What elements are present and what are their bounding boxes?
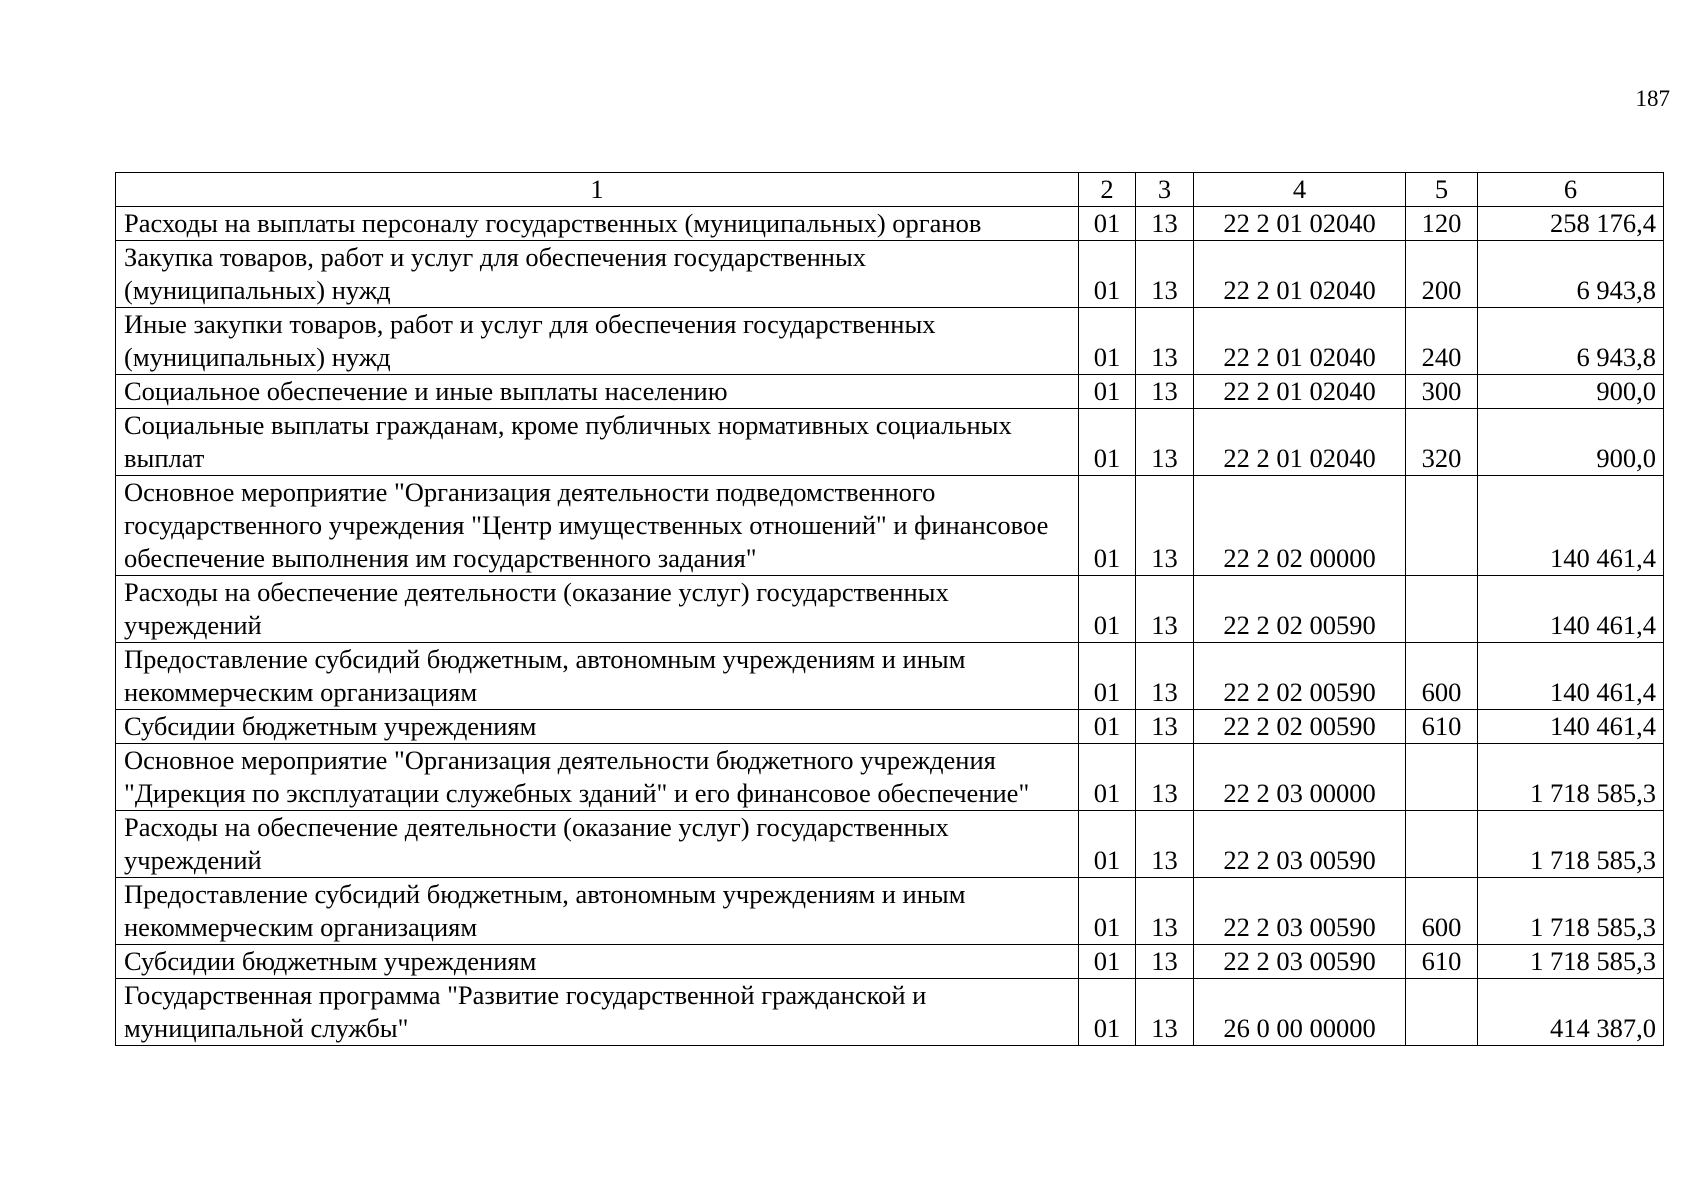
amount-cell: 140 461,4 bbox=[1478, 710, 1664, 744]
table-row bbox=[116, 409, 1664, 476]
expense-type-cell: 240 bbox=[1406, 308, 1478, 375]
table-row bbox=[116, 207, 1664, 241]
section-code-cell: 01 bbox=[1079, 576, 1136, 643]
expense-type-cell: 200 bbox=[1406, 241, 1478, 308]
section-code-cell: 01 bbox=[1079, 308, 1136, 375]
amount-cell: 1 718 585,3 bbox=[1478, 811, 1664, 878]
target-article-cell: 26 0 00 00000 bbox=[1194, 979, 1406, 1046]
table-row bbox=[116, 811, 1664, 878]
amount-cell: 1 718 585,3 bbox=[1478, 878, 1664, 945]
section-code-cell: 01 bbox=[1079, 409, 1136, 476]
amount-cell: 900,0 bbox=[1478, 409, 1664, 476]
table-row bbox=[116, 375, 1664, 409]
table-row bbox=[116, 945, 1664, 979]
expense-type-cell: 610 bbox=[1406, 710, 1478, 744]
target-article-cell: 22 2 01 02040 bbox=[1194, 241, 1406, 308]
target-article-cell: 22 2 02 00000 bbox=[1194, 476, 1406, 576]
expense-type-cell bbox=[1406, 576, 1478, 643]
table-row bbox=[116, 241, 1664, 308]
expense-name-cell: Иные закупки товаров, работ и услуг для обеспечения государственных (муниципальных) нужд bbox=[116, 308, 1079, 375]
table-row bbox=[116, 576, 1664, 643]
amount-cell: 258 176,4 bbox=[1478, 207, 1664, 241]
expense-name-cell: Субсидии бюджетным учреждениям bbox=[116, 945, 1079, 979]
subsection-code-cell: 13 bbox=[1136, 241, 1194, 308]
subsection-code-cell: 13 bbox=[1136, 945, 1194, 979]
expense-type-cell: 120 bbox=[1406, 207, 1478, 241]
section-code-cell: 01 bbox=[1079, 811, 1136, 878]
section-code-cell: 01 bbox=[1079, 207, 1136, 241]
section-code-cell: 01 bbox=[1079, 945, 1136, 979]
target-article-cell: 22 2 03 00000 bbox=[1194, 744, 1406, 811]
column-header-1: 1 bbox=[116, 173, 1079, 207]
target-article-cell: 22 2 03 00590 bbox=[1194, 945, 1406, 979]
table-row bbox=[116, 878, 1664, 945]
subsection-code-cell: 13 bbox=[1136, 207, 1194, 241]
amount-cell: 1 718 585,3 bbox=[1478, 744, 1664, 811]
section-code-cell: 01 bbox=[1079, 878, 1136, 945]
page-number: 187 bbox=[1635, 86, 1670, 111]
amount-cell: 140 461,4 bbox=[1478, 576, 1664, 643]
subsection-code-cell: 13 bbox=[1136, 979, 1194, 1046]
section-code-cell: 01 bbox=[1079, 744, 1136, 811]
target-article-cell: 22 2 01 02040 bbox=[1194, 308, 1406, 375]
subsection-code-cell: 13 bbox=[1136, 643, 1194, 710]
target-article-cell: 22 2 02 00590 bbox=[1194, 643, 1406, 710]
section-code-cell: 01 bbox=[1079, 241, 1136, 308]
expense-type-cell: 320 bbox=[1406, 409, 1478, 476]
target-article-cell: 22 2 02 00590 bbox=[1194, 576, 1406, 643]
expense-name-cell: Расходы на обеспечение деятельности (оказание услуг) государственных учреждений bbox=[116, 811, 1079, 878]
table-row bbox=[116, 744, 1664, 811]
subsection-code-cell: 13 bbox=[1136, 878, 1194, 945]
expense-type-cell bbox=[1406, 476, 1478, 576]
expense-type-cell bbox=[1406, 811, 1478, 878]
column-header-6: 6 bbox=[1478, 173, 1664, 207]
section-code-cell: 01 bbox=[1079, 979, 1136, 1046]
subsection-code-cell: 13 bbox=[1136, 375, 1194, 409]
expense-type-cell: 600 bbox=[1406, 878, 1478, 945]
budget-table bbox=[115, 172, 1664, 1046]
subsection-code-cell: 13 bbox=[1136, 811, 1194, 878]
expense-name-cell: Субсидии бюджетным учреждениям bbox=[116, 710, 1079, 744]
amount-cell: 6 943,8 bbox=[1478, 241, 1664, 308]
expense-name-cell: Социальное обеспечение и иные выплаты населению bbox=[116, 375, 1079, 409]
subsection-code-cell: 13 bbox=[1136, 576, 1194, 643]
expense-name-cell: Расходы на выплаты персоналу государственных (муниципальных) органов bbox=[116, 207, 1079, 241]
section-code-cell: 01 bbox=[1079, 375, 1136, 409]
subsection-code-cell: 13 bbox=[1136, 476, 1194, 576]
subsection-code-cell: 13 bbox=[1136, 710, 1194, 744]
column-header-2: 2 bbox=[1079, 173, 1136, 207]
table-row bbox=[116, 710, 1664, 744]
expense-name-cell: Социальные выплаты гражданам, кроме публичных нормативных социальных выплат bbox=[116, 409, 1079, 476]
amount-cell: 140 461,4 bbox=[1478, 643, 1664, 710]
amount-cell: 1 718 585,3 bbox=[1478, 945, 1664, 979]
subsection-code-cell: 13 bbox=[1136, 744, 1194, 811]
amount-cell: 414 387,0 bbox=[1478, 979, 1664, 1046]
expense-type-cell: 600 bbox=[1406, 643, 1478, 710]
expense-name-cell: Государственная программа "Развитие государственной гражданской и муниципальной службы" bbox=[116, 979, 1079, 1046]
target-article-cell: 22 2 01 02040 bbox=[1194, 409, 1406, 476]
expense-type-cell bbox=[1406, 744, 1478, 811]
section-code-cell: 01 bbox=[1079, 643, 1136, 710]
target-article-cell: 22 2 03 00590 bbox=[1194, 811, 1406, 878]
table-row bbox=[116, 643, 1664, 710]
target-article-cell: 22 2 01 02040 bbox=[1194, 207, 1406, 241]
expense-name-cell: Основное мероприятие "Организация деятельности бюджетного учреждения "Дирекция по эксплуатации служебных зданий" и его финансовое обеспечение" bbox=[116, 744, 1079, 811]
target-article-cell: 22 2 03 00590 bbox=[1194, 878, 1406, 945]
expense-type-cell: 610 bbox=[1406, 945, 1478, 979]
expense-type-cell: 300 bbox=[1406, 375, 1478, 409]
section-code-cell: 01 bbox=[1079, 710, 1136, 744]
section-code-cell: 01 bbox=[1079, 476, 1136, 576]
expense-name-cell: Предоставление субсидий бюджетным, автономным учреждениям и иным некоммерческим организациям bbox=[116, 878, 1079, 945]
target-article-cell: 22 2 01 02040 bbox=[1194, 375, 1406, 409]
table-row bbox=[116, 476, 1664, 576]
amount-cell: 6 943,8 bbox=[1478, 308, 1664, 375]
target-article-cell: 22 2 02 00590 bbox=[1194, 710, 1406, 744]
expense-name-cell: Предоставление субсидий бюджетным, автономным учреждениям и иным некоммерческим организациям bbox=[116, 643, 1079, 710]
subsection-code-cell: 13 bbox=[1136, 308, 1194, 375]
subsection-code-cell: 13 bbox=[1136, 409, 1194, 476]
column-header-3: 3 bbox=[1136, 173, 1194, 207]
table-row bbox=[116, 308, 1664, 375]
column-header-5: 5 bbox=[1406, 173, 1478, 207]
expense-type-cell bbox=[1406, 979, 1478, 1046]
expense-name-cell: Расходы на обеспечение деятельности (оказание услуг) государственных учреждений bbox=[116, 576, 1079, 643]
expense-name-cell: Закупка товаров, работ и услуг для обеспечения государственных (муниципальных) нужд bbox=[116, 241, 1079, 308]
expense-name-cell: Основное мероприятие "Организация деятельности подведомственного государственного учреждения "Центр имущественных отношений" и финансовое обеспечение выполнения им государственного задания" bbox=[116, 476, 1079, 576]
column-header-4: 4 bbox=[1194, 173, 1406, 207]
amount-cell: 140 461,4 bbox=[1478, 476, 1664, 576]
amount-cell: 900,0 bbox=[1478, 375, 1664, 409]
table-header-row bbox=[116, 173, 1664, 207]
table-row bbox=[116, 979, 1664, 1046]
